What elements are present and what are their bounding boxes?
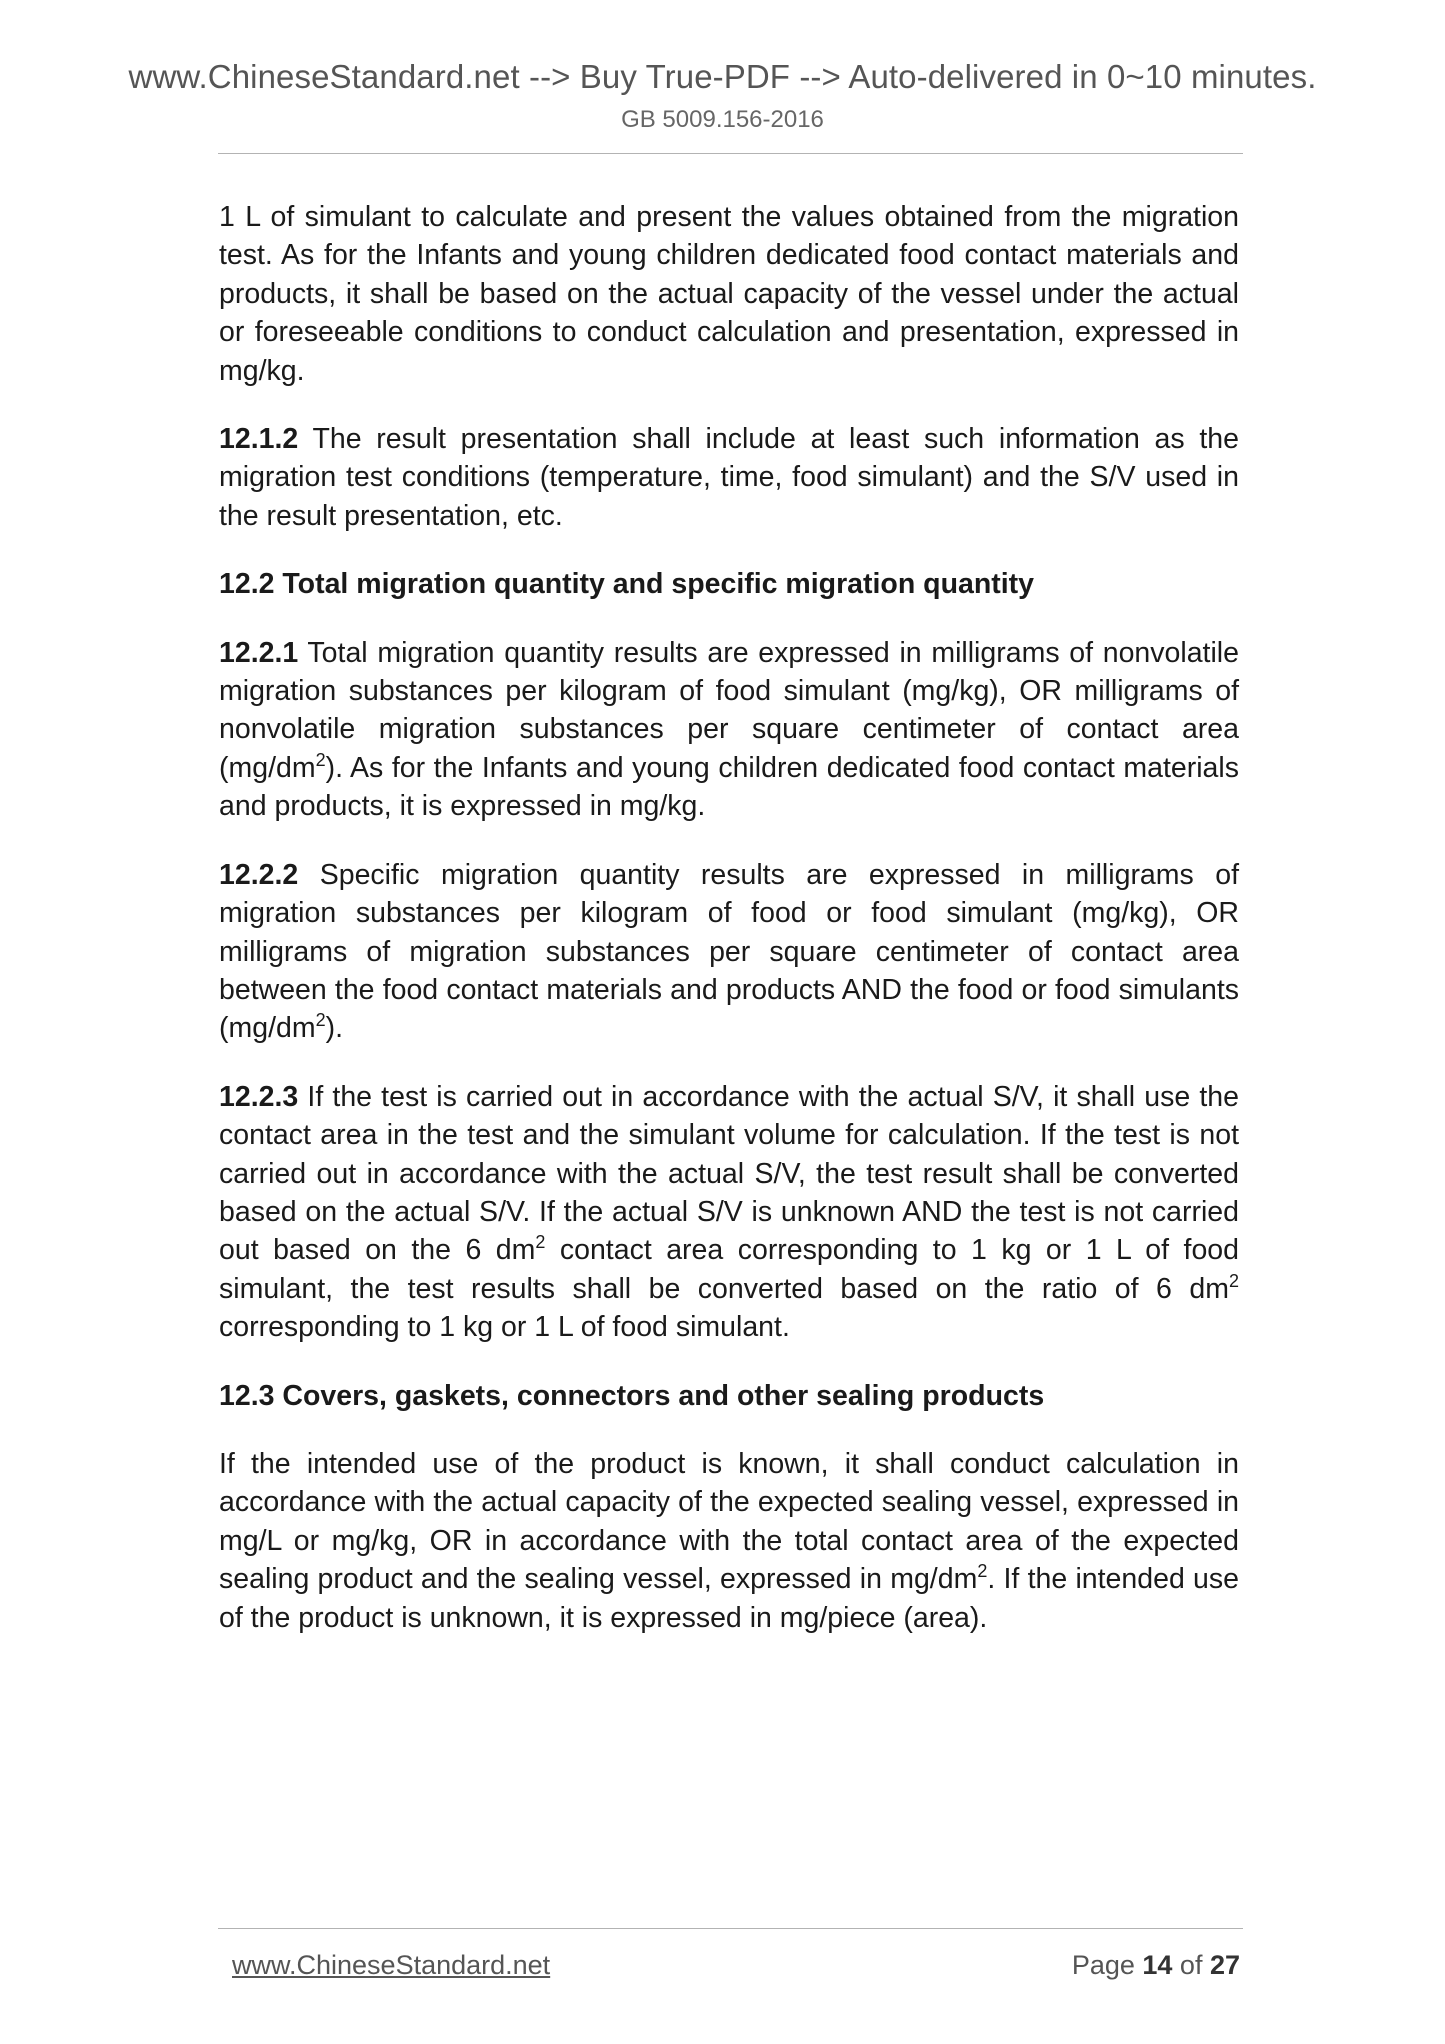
clause-text: ). As for the Infants and young children dedicated food contact materials and products, it is expressed in mg/kg. bbox=[219, 751, 1239, 823]
intro-text: 1 L of simulant to calculate and present the values obtained from the migration test. As for the Infants and young children dedicated food contact materials and products, it shall be based on the actual capacity of the vessel under the actual or foreseeable conditions to conduct calculation and presentation, expressed in mg/kg. bbox=[219, 201, 1239, 387]
superscript: 2 bbox=[315, 749, 326, 770]
clause-12-3-paragraph bbox=[219, 1445, 1239, 1637]
section-heading-12-3: 12.3 Covers, gaskets, connectors and other sealing products bbox=[219, 1379, 1045, 1412]
clause-text: contact area corresponding to 1 kg or 1 L of food simulant, the test results shall be converted based on the ratio of 6 dm bbox=[219, 1234, 1240, 1305]
clause-12-2-1 bbox=[219, 634, 1239, 826]
superscript: 2 bbox=[977, 1561, 988, 1582]
clause-text: The result presentation shall include at least such information as the migration test conditions (temperature, time, food simulant) and the S/V used in the result presentation, etc. bbox=[219, 423, 1239, 532]
superscript: 2 bbox=[315, 1010, 326, 1031]
page-word: Page bbox=[1071, 1950, 1143, 1980]
header-divider bbox=[218, 153, 1243, 154]
clause-number: 12.2.1 bbox=[219, 636, 299, 669]
clause-text: Specific migration quantity results are expressed in milligrams of migration substances per kilogram of food or food simulant (mg/kg), OR milligrams of migration substances per square centimeter of contact area between the food contact materials and products AND the food or food simulants (mg/dm bbox=[219, 858, 1239, 1045]
of-word: of bbox=[1172, 1950, 1210, 1980]
clause-text: corresponding to 1 kg or 1 L of food simulant. bbox=[219, 1311, 790, 1344]
page-number bbox=[1072, 1950, 1240, 1981]
clause-number: 12.2.3 bbox=[219, 1080, 299, 1113]
clause-text: If the intended use of the product is known, it shall conduct calculation in accordance with the actual capacity of the expected sealing vessel, expressed in mg/L or mg/kg, OR in accordance with the total contact area of the expected sealing product and the sealing vessel, expressed in mg/dm bbox=[219, 1447, 1239, 1596]
total-pages: 27 bbox=[1209, 1950, 1240, 1980]
footer-site-link[interactable]: www.ChineseStandard.net bbox=[232, 1950, 551, 1980]
clause-text: Total migration quantity results are expressed in milligrams of nonvolatile migration substances per kilogram of food simulant (mg/kg), OR milligrams of nonvolatile migration substances per square centimeter of contact area (mg/dm bbox=[219, 636, 1239, 784]
superscript: 2 bbox=[1228, 1270, 1239, 1291]
clause-text: . If the intended use of the product is unknown, it is expressed in mg/piece (area). bbox=[219, 1563, 1239, 1634]
intro-paragraph bbox=[219, 198, 1239, 390]
header-banner[interactable]: www.ChineseStandard.net --> Buy True-PDF --> Auto-delivered in 0~10 minutes. bbox=[128, 58, 1317, 95]
clause-number: 12.1.2 bbox=[219, 423, 299, 456]
clause-12-2-3 bbox=[219, 1078, 1239, 1347]
superscript: 2 bbox=[535, 1232, 546, 1253]
page-content bbox=[219, 198, 1239, 1667]
clause-number: 12.2.2 bbox=[219, 858, 299, 891]
section-heading-12-2: 12.2 Total migration quantity and specific migration quantity bbox=[219, 568, 1034, 601]
standard-id: GB 5009.156-2016 bbox=[621, 106, 824, 133]
footer-divider bbox=[218, 1928, 1243, 1929]
clause-text: If the test is carried out in accordance with the actual S/V, it shall use the contact area in the test and the simulant volume for calculation. If the test is not carried out in accordance with the actual S/V, the test result shall be converted based on the actual S/V. If the actual S/V is unknown AND the test is not carried out based on the 6 dm bbox=[219, 1080, 1239, 1267]
current-page: 14 bbox=[1142, 1950, 1173, 1980]
clause-12-1-2 bbox=[219, 420, 1239, 535]
clause-12-2-2 bbox=[219, 856, 1239, 1048]
clause-text: ). bbox=[325, 1012, 344, 1045]
